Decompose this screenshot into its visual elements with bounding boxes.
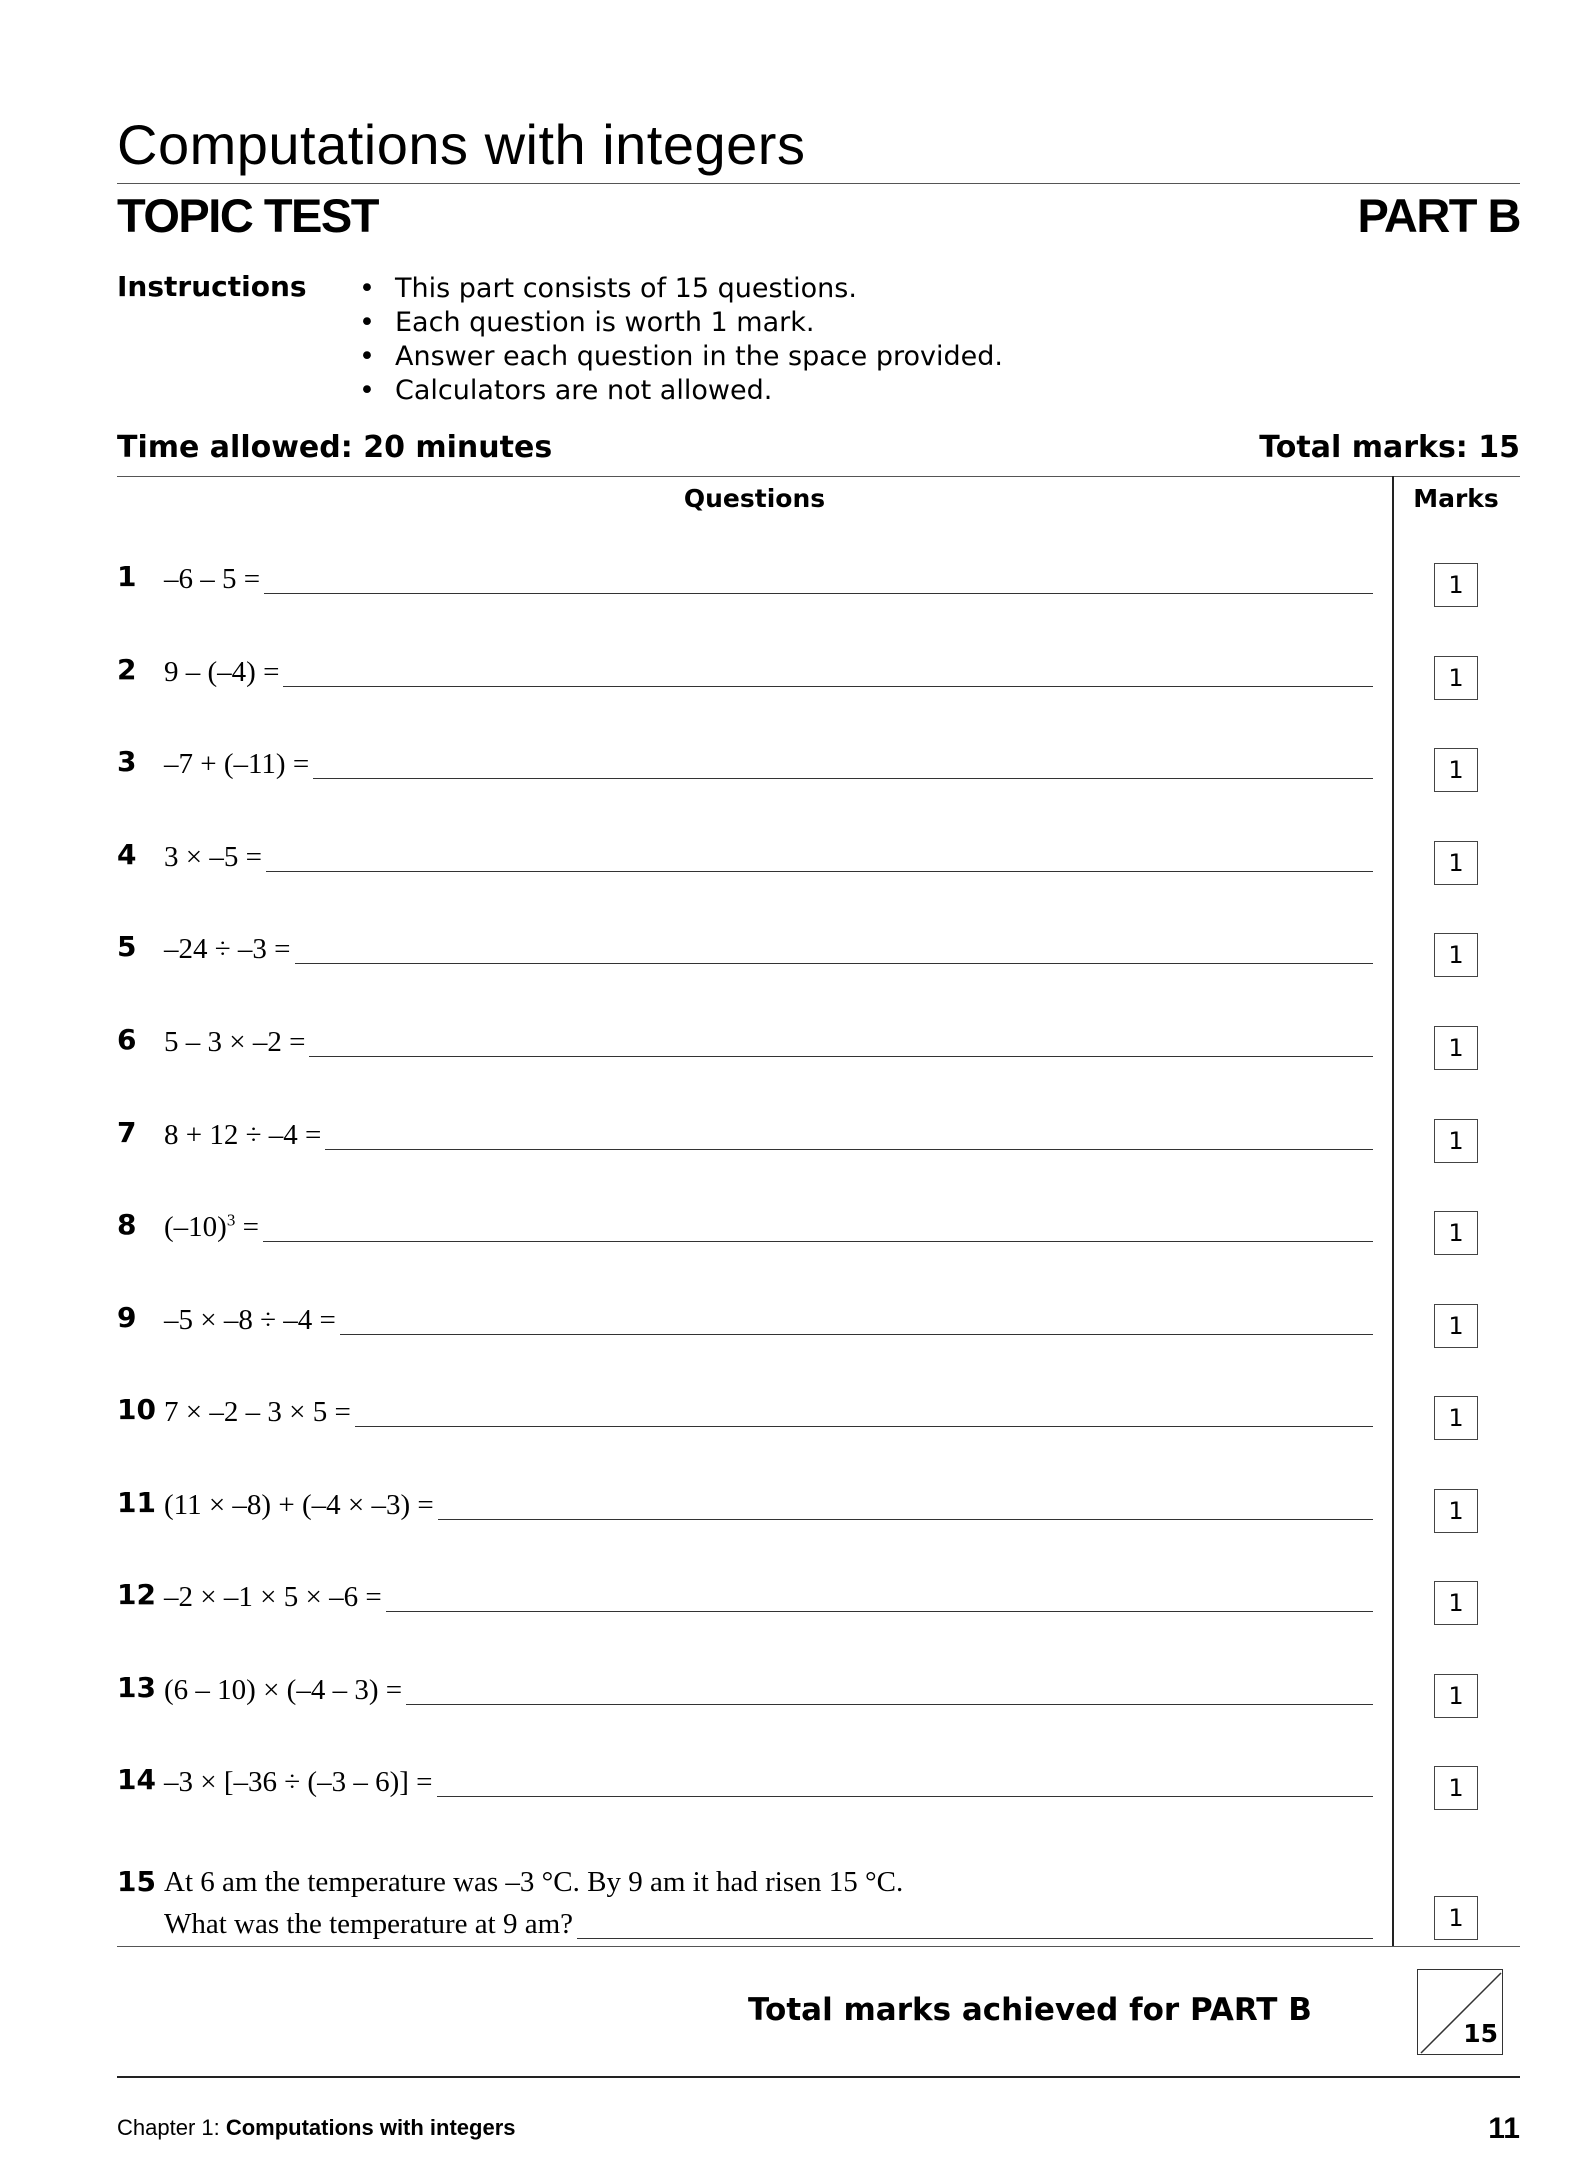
topic-test-heading: TOPIC TEST <box>117 189 378 242</box>
question-row <box>117 1760 1373 1800</box>
question-line <box>164 1211 1373 1245</box>
mark-box: 1 <box>1434 1119 1478 1163</box>
mark-box: 1 <box>1434 1396 1478 1440</box>
question-number: 10 <box>117 1393 156 1426</box>
instruction-item: • This part consists of 15 questions. <box>355 272 1003 306</box>
total-score-box[interactable] <box>1417 1969 1503 2055</box>
question-text-base: (–10) <box>164 1211 227 1243</box>
question-line <box>164 1489 1373 1523</box>
total-achieved-label: Total marks achieved for PART B <box>748 1992 1312 2028</box>
mark-box: 1 <box>1434 933 1478 977</box>
question-line <box>164 656 1373 690</box>
question-text: –5 × –8 ÷ –4 = <box>164 1304 336 1336</box>
mark-box: 1 <box>1434 1766 1478 1810</box>
mark-box: 1 <box>1434 1211 1478 1255</box>
question-line <box>164 1396 1373 1430</box>
answer-line[interactable] <box>406 1704 1373 1705</box>
instructions-list <box>355 272 1003 408</box>
question-row <box>117 1483 1373 1523</box>
question-line <box>164 1766 1373 1800</box>
answer-line[interactable] <box>266 871 1373 872</box>
question-number: 5 <box>117 930 137 963</box>
total-out-of: 15 <box>1463 2019 1498 2048</box>
question-number: 4 <box>117 838 137 871</box>
answer-line[interactable] <box>263 1241 1373 1242</box>
question-line <box>164 1026 1373 1060</box>
mark-box: 1 <box>1434 1489 1478 1533</box>
mark-box: 1 <box>1434 1896 1478 1940</box>
answer-line[interactable] <box>295 963 1373 964</box>
mark-box: 1 <box>1434 1304 1478 1348</box>
question-number: 3 <box>117 745 137 778</box>
question-number: 11 <box>117 1486 156 1519</box>
question-row <box>117 742 1373 782</box>
instruction-item: • Calculators are not allowed. <box>355 374 1003 408</box>
mark-box: 1 <box>1434 841 1478 885</box>
question-text: 8 + 12 ÷ –4 = <box>164 1119 322 1151</box>
question-number: 9 <box>117 1301 137 1334</box>
question-row <box>117 1113 1373 1153</box>
questions-column-header: Questions <box>683 484 826 513</box>
question-row <box>117 835 1373 875</box>
question-text: 3 × –5 = <box>164 841 262 873</box>
mark-box: 1 <box>1434 1581 1478 1625</box>
question-number: 15 <box>117 1865 156 1898</box>
question-number: 13 <box>117 1671 156 1704</box>
footer-chapter-prefix: Chapter 1: <box>117 2115 226 2140</box>
question-text: –3 × [–36 ÷ (–3 – 6)] = <box>164 1766 433 1798</box>
mark-box: 1 <box>1434 656 1478 700</box>
question-text: (6 – 10) × (–4 – 3) = <box>164 1674 403 1706</box>
question-text: –7 + (–11) = <box>164 748 310 780</box>
question-text: –24 ÷ –3 = <box>164 933 291 965</box>
answer-line[interactable] <box>340 1334 1373 1335</box>
footer-chapter-title: Computations with integers <box>225 2115 516 2140</box>
question-row <box>117 1020 1373 1060</box>
question-row <box>117 557 1373 597</box>
question-line <box>164 841 1373 875</box>
question-row <box>117 1668 1373 1708</box>
question-line <box>164 933 1373 967</box>
page-title: Computations with integers <box>117 113 806 176</box>
question-text: (11 × –8) + (–4 × –3) = <box>164 1489 434 1521</box>
question-row <box>117 1575 1373 1615</box>
question-text: 7 × –2 – 3 × 5 = <box>164 1396 351 1428</box>
question-row <box>117 1902 1373 1942</box>
part-heading: PART B <box>1357 189 1520 242</box>
table-top-rule <box>117 476 1520 477</box>
title-rule <box>117 183 1520 184</box>
answer-line[interactable] <box>283 686 1373 687</box>
question-text-line-1: At 6 am the temperature was –3 °C. By 9 am it had risen 15 °C. <box>164 1866 904 1898</box>
question-row <box>117 1390 1373 1430</box>
question-line <box>164 1119 1373 1153</box>
question-text-line-2: What was the temperature at 9 am? <box>164 1908 574 1940</box>
mark-box: 1 <box>1434 563 1478 607</box>
answer-line[interactable] <box>386 1611 1373 1612</box>
question-number: 14 <box>117 1763 156 1796</box>
question-number: 1 <box>117 560 137 593</box>
question-number: 8 <box>117 1208 137 1241</box>
answer-line[interactable] <box>437 1796 1373 1797</box>
question-line <box>164 1304 1373 1338</box>
question-line <box>164 1674 1373 1708</box>
answer-line[interactable] <box>438 1519 1373 1520</box>
question-number: 7 <box>117 1116 137 1149</box>
question-line <box>164 748 1373 782</box>
table-bottom-rule <box>117 1946 1520 1947</box>
mark-box: 1 <box>1434 1026 1478 1070</box>
answer-line[interactable] <box>355 1426 1373 1427</box>
question-line <box>164 1908 1373 1942</box>
page-number: 11 <box>1488 2112 1520 2145</box>
question-text-exponent: 3 <box>226 1210 236 1230</box>
instruction-item: • Answer each question in the space provided. <box>355 340 1003 374</box>
instructions-label: Instructions <box>117 270 307 303</box>
question-row <box>117 927 1373 967</box>
mark-box: 1 <box>1434 748 1478 792</box>
question-text: –6 – 5 = <box>164 563 261 595</box>
answer-line[interactable] <box>325 1149 1373 1150</box>
question-number: 6 <box>117 1023 137 1056</box>
question-row <box>117 1205 1373 1245</box>
question-number: 12 <box>117 1578 156 1611</box>
question-row <box>117 650 1373 690</box>
answer-line[interactable] <box>313 778 1373 779</box>
footer-rule <box>117 2076 1520 2078</box>
marks-column-divider <box>1392 476 1394 1946</box>
question-text: 9 – (–4) = <box>164 656 280 688</box>
question-line <box>164 1581 1373 1615</box>
question-text: –2 × –1 × 5 × –6 = <box>164 1581 382 1613</box>
marks-column-header: Marks <box>1413 484 1499 513</box>
time-allowed: Time allowed: 20 minutes <box>117 430 553 465</box>
instruction-item: • Each question is worth 1 mark. <box>355 306 1003 340</box>
question-text-equals: = <box>235 1211 259 1243</box>
question-text <box>164 1211 263 1245</box>
footer-chapter <box>117 2115 516 2141</box>
question-text: 5 – 3 × –2 = <box>164 1026 306 1058</box>
question-row <box>117 1298 1373 1338</box>
mark-box: 1 <box>1434 1674 1478 1718</box>
answer-line[interactable] <box>577 1938 1373 1939</box>
question-number: 2 <box>117 653 137 686</box>
total-marks: Total marks: 15 <box>1259 430 1520 465</box>
answer-line[interactable] <box>309 1056 1373 1057</box>
answer-line[interactable] <box>264 593 1373 594</box>
question-line <box>164 563 1373 597</box>
